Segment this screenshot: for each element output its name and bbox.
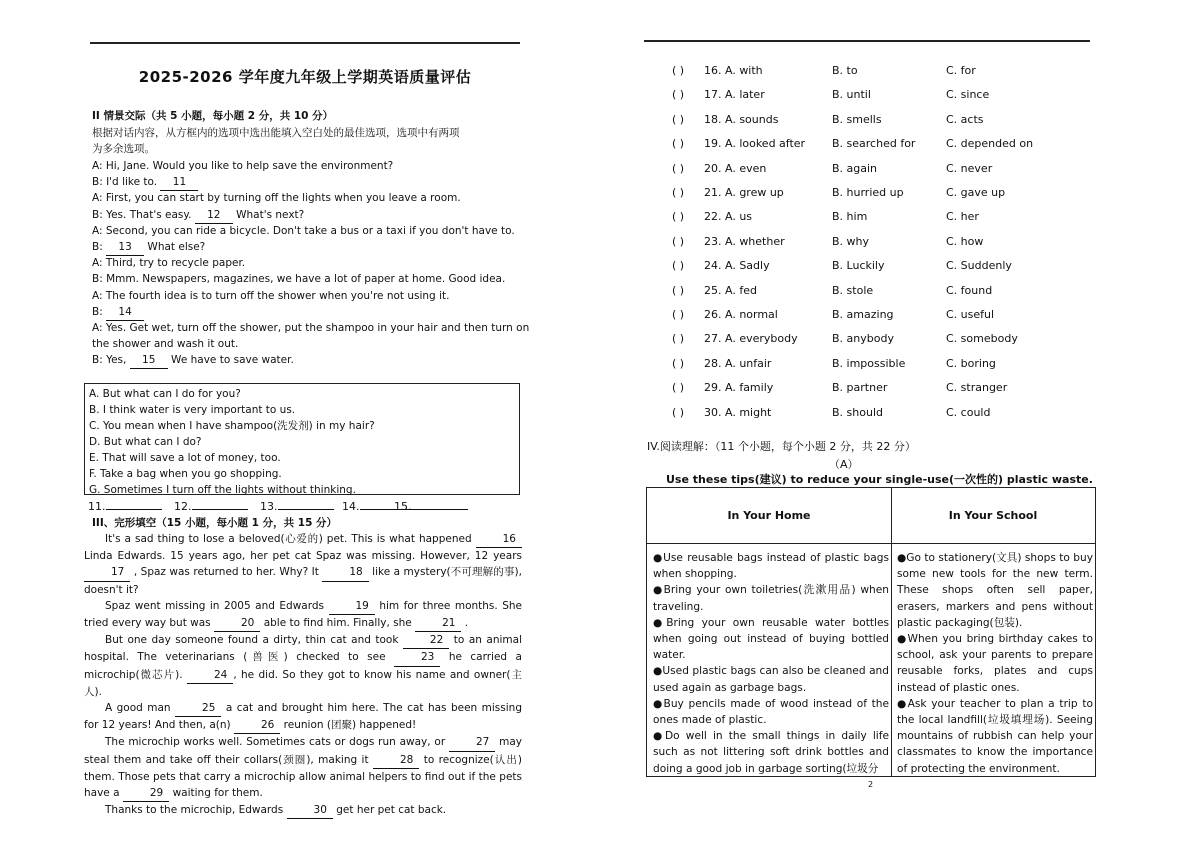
section3-heading: III、完形填空（15 小题，每小题 1 分，共 15 分）	[92, 517, 338, 529]
option-a: 26. A. normal	[704, 308, 778, 321]
option-c: C. her	[946, 210, 979, 224]
option-c: C. boring	[946, 356, 996, 370]
answer-parentheses: ( )	[672, 381, 685, 395]
option-b: B. Luckily	[832, 259, 885, 273]
cloze-blank: 30	[287, 802, 333, 819]
option-c: C. useful	[946, 308, 995, 321]
tips-table	[646, 487, 1096, 777]
home-tip: ●Bring your own reusable water bottles when going out instead of buying bottled water.	[653, 616, 889, 662]
dialogue-text: A: Third, try to recycle paper.	[92, 257, 246, 270]
option-item: D. But what can I do?	[89, 436, 202, 448]
dialogue-text: B: Yes,	[92, 354, 127, 367]
mc-row	[672, 162, 1072, 182]
option-a: 16. A. with	[704, 64, 763, 77]
mc-row	[672, 357, 1072, 377]
dialogue-text: B:	[92, 241, 103, 253]
mc-row	[672, 137, 1072, 157]
dialogue-text: A: Second, you can ride a bicycle. Don't take a bus or a taxi if you don't have to.	[92, 224, 515, 237]
dialogue-text: A: First, you can start by turning off the lights when you leave a room.	[92, 192, 461, 205]
option-b: B. impossible	[832, 356, 906, 370]
option-a: 29. A. family	[704, 381, 774, 395]
option-a: 21. A. grew up	[704, 186, 784, 199]
mc-row	[672, 210, 1072, 230]
right-page	[600, 0, 1200, 847]
section2-instructions: 根据对话内容，从方框内的选项中选出能填入空白处的最佳选项，选项中有两项	[92, 127, 460, 139]
mc-row	[672, 88, 1072, 108]
school-tip: ●When you bring birthday cakes to school, ask your parents to prepare reusable forks, plates and cups instead of plastic ones.	[897, 633, 1093, 694]
answer-line	[278, 509, 334, 510]
option-a: 30. A. might	[704, 405, 772, 419]
cloze-paragraph: The microchip works well. Sometimes cats or dogs run away, or 27 may steal them and take off their collars(颈圈), making it 28 to recognize(认出) them. Those pets that carry a microchip allow animal helpers to find out if the pets have a 29 waiting for them.	[84, 734, 522, 802]
answer-slot-number: 13.	[260, 500, 278, 513]
reading-intro: Use these tips(建议) to reduce your single-use(一次性的) plastic waste.	[666, 473, 1093, 486]
option-a: 20. A. even	[704, 161, 767, 175]
option-item: A. But what can I do for you?	[89, 388, 241, 400]
cloze-blank: 27	[449, 734, 495, 751]
home-tip: ●Bring your own toiletries(洗漱用品) when traveling.	[653, 584, 889, 613]
reading-part-label: （A）	[829, 458, 859, 471]
option-a: 27. A. everybody	[704, 332, 798, 346]
dialogue-line	[92, 207, 524, 224]
option-b: B. should	[832, 405, 883, 419]
answer-line	[412, 509, 468, 510]
dialogue-text: A: The fourth idea is to turn off the shower when you're not using it.	[92, 289, 450, 302]
section2-instructions-cont: 为多余选项。	[92, 143, 155, 155]
school-tip: ●Go to stationery(文具) shops to buy some new tools for the new term. These shops often sell paper, erasers, markers and pens without plastic packaging(包装).	[897, 552, 1093, 629]
option-b: B. hurried up	[832, 186, 904, 199]
home-tip: ●Buy pencils made of wood instead of the ones made of plastic.	[653, 697, 889, 727]
answer-slot-number: 12.	[174, 500, 192, 513]
cloze-blank: 26	[234, 717, 280, 734]
cloze-blank: 23	[394, 649, 440, 666]
cloze-paragraph: A good man 25 a cat and brought him here. The cat has been missing for 12 years! And then, a(n) 26 reunion (团聚) happened!	[84, 700, 522, 734]
dialogue-line	[92, 304, 524, 321]
dialogue-text: B: Yes. That's easy.	[92, 208, 192, 221]
answer-line	[192, 509, 248, 510]
answer-parentheses: ( )	[672, 137, 685, 151]
dialogue-text-after: What else?	[144, 241, 206, 253]
cloze-blank: 25	[175, 700, 221, 717]
dialogue-text: B: Mmm. Newspapers, magazines, we have a lot of paper at home. Good idea.	[92, 273, 506, 286]
answer-parentheses: ( )	[672, 356, 685, 370]
mc-row	[672, 284, 1072, 304]
answer-parentheses: ( )	[672, 64, 685, 77]
answer-parentheses: ( )	[672, 308, 685, 321]
option-a: 17. A. later	[704, 88, 765, 102]
mc-row	[672, 406, 1072, 426]
dialogue-line	[92, 336, 524, 352]
option-item: B. I think water is very important to us.	[89, 404, 296, 416]
answer-blank: 12	[195, 207, 233, 224]
dialogue-text: B: I'd like to.	[92, 176, 158, 189]
answer-slot	[174, 500, 248, 513]
option-b: B. partner	[832, 381, 888, 395]
answer-parentheses: ( )	[672, 405, 685, 419]
option-b: B. to	[832, 64, 858, 77]
cloze-blank: 20	[214, 615, 260, 632]
top-rule-right	[644, 40, 1090, 42]
option-c: C. since	[946, 88, 990, 102]
dialogue-text-after: We have to save water.	[167, 354, 294, 367]
option-b: B. amazing	[832, 308, 894, 321]
answer-parentheses: ( )	[672, 234, 685, 248]
answer-blank: 13	[106, 239, 144, 256]
option-a: 22. A. us	[704, 210, 753, 224]
mc-row	[672, 64, 1072, 84]
option-item: F. Take a bag when you go shopping.	[89, 468, 282, 480]
answer-blank: 11	[160, 174, 198, 191]
option-b: B. anybody	[832, 332, 894, 346]
answer-parentheses: ( )	[672, 210, 685, 224]
dialogue-line	[92, 190, 524, 206]
answer-parentheses: ( )	[672, 88, 685, 102]
option-c: C. gave up	[946, 186, 1006, 199]
home-tip: ●Use reusable bags instead of plastic bags when shopping.	[653, 552, 889, 581]
mc-row	[672, 332, 1072, 352]
top-rule	[90, 42, 520, 44]
option-a: 18. A. sounds	[704, 112, 779, 126]
cloze-blank: 24	[187, 667, 233, 684]
option-item: E. That will save a lot of money, too.	[89, 452, 281, 464]
cloze-blank: 17	[84, 564, 130, 581]
option-a: 19. A. looked after	[704, 137, 806, 151]
cloze-blank: 21	[415, 615, 461, 632]
cloze-blank: 16	[476, 531, 522, 548]
school-tip: ●Ask your teacher to plan a trip to the local landfill(垃圾填埋场). Seeing mountains of rubbish can help your classmates to know the importance of protecting the environment.	[897, 697, 1093, 775]
answer-parentheses: ( )	[672, 161, 685, 175]
cloze-paragraph: But one day someone found a dirty, thin cat and took 22 to an animal hospital. The veterinarians (兽医) checked to see 23 he carried a microchip(微芯片). 24 , he did. So they got to know his name and owner(主人).	[84, 634, 522, 698]
answer-parentheses: ( )	[672, 332, 685, 346]
option-c: C. Suddenly	[946, 259, 1012, 273]
dialogue-text: A: Yes. Get wet, turn off the shower, put the shampoo in your hair and then turn on	[92, 322, 530, 334]
dialogue-line	[92, 288, 524, 304]
option-a: 24. A. Sadly	[704, 259, 770, 273]
cloze-paragraph: Spaz went missing in 2005 and Edwards 19 him for three months. She tried every way but was 20 able to find him. Finally, she 21 .	[84, 598, 522, 632]
dialogue-line	[92, 320, 530, 336]
reading-heading: IV.阅读理解：（11 个小题，每个小题 2 分，共 22 分）	[647, 440, 916, 453]
answer-blank: 15	[130, 352, 168, 369]
answer-slot	[88, 500, 162, 513]
col-home-title: In Your Home	[647, 488, 891, 544]
answer-parentheses: ( )	[672, 283, 685, 297]
dialogue-line	[92, 239, 524, 256]
dialogue-line	[92, 352, 524, 369]
option-a: 25. A. fed	[704, 283, 757, 297]
option-b: B. until	[832, 88, 871, 102]
home-tip: ●Do well in the small things in daily life such as not littering soft drink bottles and doing a good job in garbage sorting(垃圾分	[653, 730, 889, 775]
option-c: C. could	[946, 405, 991, 419]
mc-row	[672, 113, 1072, 133]
mc-row	[672, 308, 1072, 328]
option-b: B. him	[832, 210, 868, 224]
answer-slot	[394, 500, 468, 513]
option-b: B. again	[832, 161, 878, 175]
dialogue-text-after: What's next?	[232, 208, 305, 221]
option-c: C. somebody	[946, 332, 1018, 346]
dialogue-line	[92, 223, 524, 239]
answer-slot-number: 14.	[342, 500, 360, 513]
option-b: B. why	[832, 234, 870, 248]
dialogue-text: the shower and wash it out.	[92, 338, 239, 351]
dialogue-line	[92, 158, 524, 174]
dialogue-text: A: Hi, Jane. Would you like to help save the environment?	[92, 160, 394, 172]
home-tip: ●Used plastic bags can also be cleaned and used again as garbage bags.	[653, 665, 889, 694]
col-school-title: In Your School	[891, 488, 1095, 544]
mc-row	[672, 259, 1072, 279]
mc-row	[672, 235, 1072, 255]
cloze-paragraph: Thanks to the microchip, Edwards 30 get her pet cat back.	[84, 802, 522, 819]
option-item: C. You mean when I have shampoo(洗发剂) in my hair?	[89, 420, 375, 432]
cloze-blank: 29	[123, 785, 169, 802]
answer-blank: 14	[106, 304, 144, 321]
dialogue-text: B:	[92, 305, 103, 318]
page-title: 2025-2026 学年度九年级上学期英语质量评估	[138, 68, 472, 86]
section2-heading: II 情景交际（共 5 小题，每小题 2 分，共 10 分）	[92, 110, 334, 122]
option-b: B. smells	[832, 112, 882, 126]
answer-parentheses: ( )	[672, 112, 685, 126]
column-divider	[891, 488, 892, 776]
dialogue-line	[92, 271, 524, 287]
cloze-blank: 18	[322, 564, 368, 581]
option-b: B. searched for	[832, 137, 916, 151]
mc-row	[672, 186, 1072, 206]
answer-slot	[260, 500, 334, 513]
answer-parentheses: ( )	[672, 259, 685, 273]
option-c: C. for	[946, 64, 976, 77]
home-tips	[653, 550, 889, 777]
dialogue-line	[92, 174, 524, 191]
option-c: C. acts	[946, 112, 984, 126]
option-c: C. found	[946, 283, 993, 297]
option-c: C. depended on	[946, 137, 1034, 151]
option-b: B. stole	[832, 283, 874, 297]
cloze-passage	[84, 531, 522, 819]
dialogue-line	[92, 255, 524, 271]
cloze-paragraph: It's a sad thing to lose a beloved(心爱的) pet. This is what happened 16 Linda Edwards. 15 years ago, her pet cat Spaz was missing. However, 12 years 17 , Spaz was returned to her. Why? It 18 like a mystery(不可理解的事), doesn't it?	[84, 533, 522, 596]
cloze-blank: 19	[329, 598, 375, 615]
answer-line	[106, 509, 162, 510]
option-c: C. never	[946, 161, 993, 175]
option-c: C. how	[946, 234, 984, 248]
cloze-blank: 28	[373, 752, 419, 769]
options-box	[84, 383, 520, 495]
school-tips	[897, 550, 1093, 777]
cloze-blank: 22	[403, 632, 449, 649]
option-a: 23. A. whether	[704, 234, 785, 248]
option-item: G. Sometimes I turn off the lights without thinking.	[89, 484, 356, 496]
option-a: 28. A. unfair	[704, 356, 772, 370]
answer-parentheses: ( )	[672, 186, 685, 199]
mc-row	[672, 381, 1072, 401]
answer-slot-number: 11.	[88, 500, 106, 513]
answer-slot-number: 15.	[394, 500, 412, 513]
page-number: 2	[868, 780, 874, 789]
option-c: C. stranger	[946, 381, 1008, 395]
